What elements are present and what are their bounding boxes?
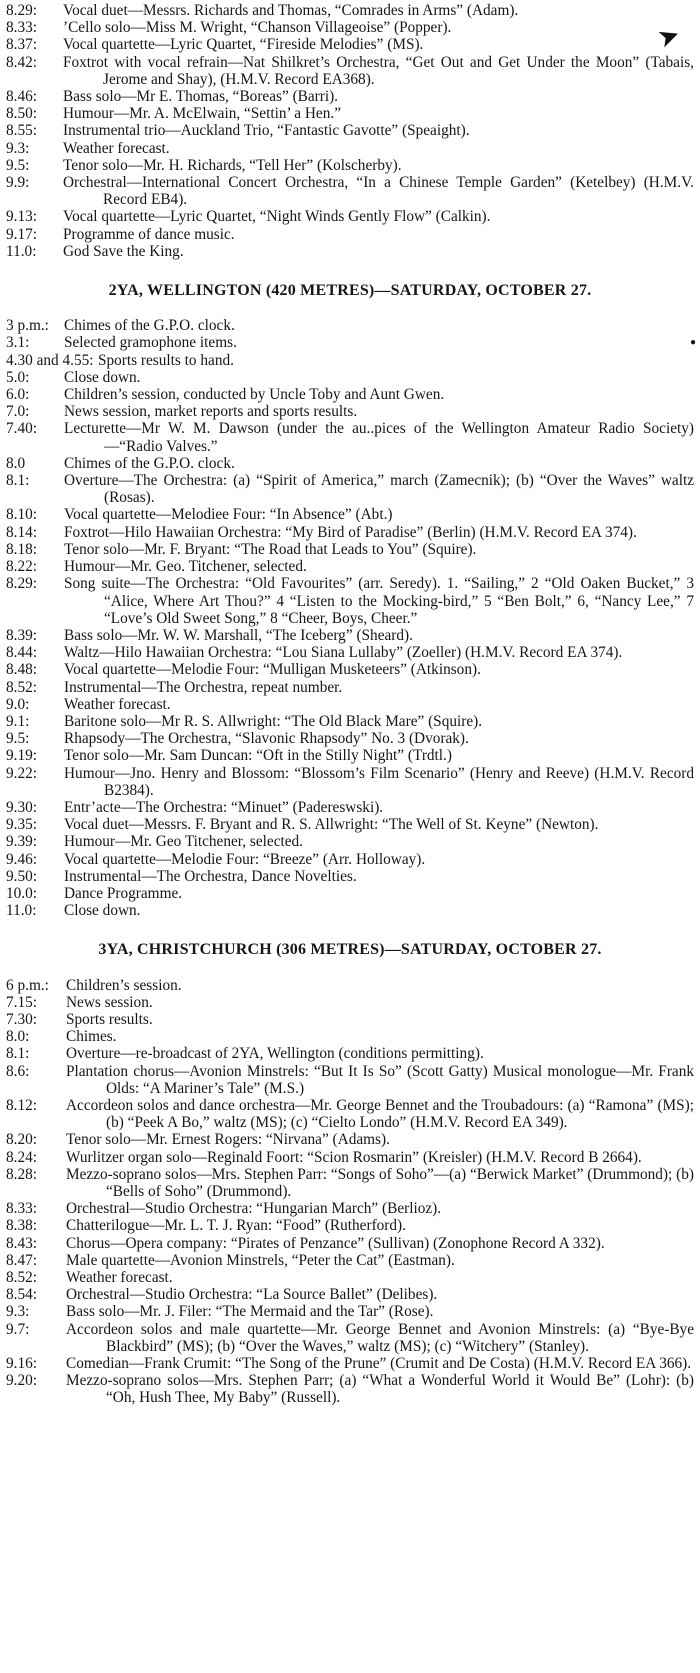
entry-time: 10.0: <box>6 884 38 902</box>
entry-text: Chorus—Opera company: “Pirates of Penzance” (Sullivan) (Zonophone Record A 332). <box>66 1234 605 1252</box>
entry-time: 9.20: <box>6 1372 38 1390</box>
entry-time: 8.52: <box>6 678 38 696</box>
programme-entry <box>6 885 694 902</box>
entry-text: Bass solo—Mr. J. Filer: “The Mermaid and the Tar” (Rose). <box>66 1303 434 1321</box>
programme-entry <box>6 36 694 53</box>
entry-time: 8.46: <box>6 88 38 106</box>
entry-text: Weather forecast. <box>64 695 171 713</box>
entry-time: 8.42: <box>6 53 38 71</box>
programme-entry <box>6 1063 694 1097</box>
entry-text: Programme of dance music. <box>63 225 235 243</box>
entry-time: 8.55: <box>6 122 38 140</box>
entry-time: 8.22: <box>6 558 38 576</box>
entry-time: 9.9: <box>6 174 30 192</box>
programme-entry <box>6 1200 694 1217</box>
programme-entry <box>6 799 694 816</box>
programme-entry <box>6 208 694 225</box>
programme-entry <box>6 2 694 19</box>
entry-text: Children’s session, conducted by Uncle Toby and Aunt Gwen. <box>64 386 445 404</box>
section-heading-3ya: 3YA, CHRISTCHURCH (306 METRES)—SATURDAY, OCTOBER 27. <box>98 941 602 959</box>
entry-text: Orchestral—Studio Orchestra: “La Source Ballet” (Delibes). <box>66 1286 438 1304</box>
programme-entry <box>6 105 694 122</box>
programme-entry <box>6 506 694 523</box>
entry-time: 8.33: <box>6 1200 38 1218</box>
programme-entry <box>6 627 694 644</box>
programme-entry <box>6 1011 694 1028</box>
programme-entry <box>6 88 694 105</box>
entry-text: Tenor solo—Mr. Sam Duncan: “Oft in the Stilly Night” (Trdtl.) <box>64 747 452 765</box>
entry-text: Vocal duet—Messrs. F. Bryant and R. S. Allwright: “The Well of St. Keyne” (Newton). <box>64 816 599 834</box>
section-heading-2ya: 2YA, WELLINGTON (420 METRES)—SATURDAY, OCTOBER 27. <box>108 282 592 300</box>
entry-text: News session. <box>66 993 153 1011</box>
entry-time: 9.0: <box>6 695 30 713</box>
programme-entry <box>6 994 694 1011</box>
entry-text: Instrumental—The Orchestra, repeat number. <box>64 678 343 696</box>
entry-time: 9.5: <box>6 156 30 174</box>
programme-entry <box>6 730 694 747</box>
programme-entry <box>6 1286 694 1303</box>
entry-time: 8.52: <box>6 1269 38 1287</box>
programme-entry <box>6 1269 694 1286</box>
programme-entry <box>6 1321 694 1355</box>
entry-text: Humour—Mr. Geo Titchener, selected. <box>64 833 303 851</box>
entry-text: Foxtrot with vocal refrain—Nat Shilkret’s Orchestra, “Get Out and Get Under the Moon” (Tabais, Jerome and Shay), (H.M.V. Record EA368). <box>63 53 694 88</box>
entry-text: God Save the King. <box>63 242 184 260</box>
entry-text: Orchestral—International Concert Orchestra, “In a Chinese Temple Garden” (Ketelbey) (H.M.V. Record EB4). <box>63 174 694 209</box>
programme-entry <box>6 524 694 541</box>
entry-time: 8.50: <box>6 105 38 123</box>
entry-text: Humour—Jno. Henry and Blossom: “Blossom’s Film Scenario” (Henry and Reeve) (H.M.V. Record B2384). <box>64 764 694 799</box>
programme-section-3ya <box>6 977 694 1407</box>
programme-entry <box>6 851 694 868</box>
entry-text: Children’s session. <box>66 976 182 994</box>
entry-time: 8.43: <box>6 1234 38 1252</box>
programme-entry <box>6 157 694 174</box>
programme-entry <box>6 19 694 36</box>
programme-section-continued <box>6 2 694 260</box>
programme-entry <box>6 334 697 352</box>
entry-time: 8.44: <box>6 644 38 662</box>
entry-text: Instrumental—The Orchestra, Dance Novelties. <box>64 867 357 885</box>
entry-text: Rhapsody—The Orchestra, “Slavonic Rhapsody” No. 3 (Dvorak). <box>64 730 469 748</box>
entry-time: 8.28: <box>6 1165 38 1183</box>
entry-time: 8.6: <box>6 1062 30 1080</box>
programme-entry <box>6 661 694 678</box>
programme-entry <box>6 403 694 420</box>
entry-text: Dance Programme. <box>64 884 183 902</box>
programme-section-2ya <box>6 317 697 920</box>
entry-text: Orchestral—Studio Orchestra: “Hungarian March” (Berlioz). <box>66 1200 442 1218</box>
programme-entry <box>6 317 694 334</box>
entry-time: 8.33: <box>6 19 38 37</box>
entry-time: 8.0 <box>6 454 26 472</box>
entry-text: Vocal quartette—Melodie Four: “Breeze” (Arr. Holloway). <box>64 850 426 868</box>
programme-entry <box>6 977 694 994</box>
entry-time: 6 p.m.: <box>6 976 49 994</box>
programme-entry <box>6 541 694 558</box>
programme-entry <box>6 902 694 919</box>
entry-text: Mezzo-soprano solos—Mrs. Stephen Parr; (a) “What a Wonderful World it Would Be” (Lohr): (b) “Oh, Hush Thee, My Baby” (Russell). <box>66 1372 694 1407</box>
entry-time: 6.0: <box>6 386 30 404</box>
entry-text: Close down. <box>64 902 141 920</box>
entry-time: 9.50: <box>6 867 38 885</box>
entry-time: 5.0: <box>6 368 30 386</box>
entry-time: 8.14: <box>6 523 38 541</box>
programme-entry <box>6 369 694 386</box>
entry-time: 7.15: <box>6 993 38 1011</box>
entry-text: Vocal duet—Messrs. Richards and Thomas, “Comrades in Arms” (Adam). <box>63 2 519 19</box>
entry-time: 9.17: <box>6 225 38 243</box>
entry-time: 8.1: <box>6 472 30 490</box>
entry-time: 9.16: <box>6 1355 38 1373</box>
entry-time: 8.29: <box>6 2 38 19</box>
programme-entry <box>6 174 694 208</box>
programme-entry <box>6 679 694 696</box>
entry-time: 9.3: <box>6 1303 30 1321</box>
programme-entry <box>6 226 694 243</box>
entry-text: Vocal quartette—Lyric Quartet, “Fireside Melodies” (MS). <box>63 36 424 54</box>
entry-time: 7.40: <box>6 420 38 438</box>
entry-text: Foxtrot—Hilo Hawaiian Orchestra: “My Bird of Paradise” (Berlin) (H.M.V. Record EA 374). <box>64 523 637 541</box>
entry-text: Accordeon solos and male quartette—Mr. George Bennet and Avonion Minstrels: (a) “Bye-Bye Blackbird” (MS); (b) “Over the Waves,” waltz (MS); (c) “Witchery” (Stanley). <box>66 1320 694 1355</box>
entry-time: 8.1: <box>6 1045 30 1063</box>
programme-entry <box>6 816 694 833</box>
entry-time: 8.47: <box>6 1251 38 1269</box>
ink-dot-decoration: ● <box>690 337 697 348</box>
entry-time: 3 p.m.: <box>6 317 49 335</box>
entry-text: Wurlitzer organ solo—Reginald Foort: “Scion Rosmarin” (Kreisler) (H.M.V. Record B 2664). <box>66 1148 642 1166</box>
entry-text: Instrumental trio—Auckland Trio, “Fantastic Gavotte” (Speaight). <box>63 122 470 140</box>
entry-text: Tenor solo—Mr. F. Bryant: “The Road that Leads to You” (Squire). <box>64 540 477 558</box>
entry-text: Song suite—The Orchestra: “Old Favourites” (arr. Seredy). 1. “Sailing,” 2 “Old Oaken Bucket,” 3 “Alice, Where Art Thou?” 4 “Listen to the Mocking-bird,” 5 “Ben Bolt,” 6, “Nancy Lee,” 7 “Love’s Old Sweet Song,” 8 “Cheer, Boys, Cheer.” <box>64 575 694 627</box>
programme-entry <box>6 1355 694 1372</box>
entry-time: 9.7: <box>6 1320 30 1338</box>
entry-time: 8.24: <box>6 1148 38 1166</box>
entry-time: 9.46: <box>6 850 38 868</box>
entry-time: 7.0: <box>6 403 30 421</box>
entry-text: Waltz—Hilo Hawaiian Orchestra: “Lou Siana Lullaby” (Zoeller) (H.M.V. Record EA 374). <box>64 644 623 662</box>
programme-entry <box>6 1235 694 1252</box>
programme-entry <box>6 696 694 713</box>
entry-text: Chatterilogue—Mr. L. T. J. Ryan: “Food” (Rutherford). <box>66 1217 406 1235</box>
entry-text: Weather forecast. <box>63 139 170 157</box>
entry-time: 4.30 and 4.55: <box>6 351 94 369</box>
entry-text: Chimes of the G.P.O. clock. <box>64 454 235 472</box>
programme-entry <box>6 765 694 799</box>
entry-text: News session, market reports and sports results. <box>64 403 358 421</box>
programme-entry <box>6 1372 694 1406</box>
entry-text: Humour—Mr. A. McElwain, “Settin’ a Hen.” <box>63 105 341 123</box>
ink-mark-decoration: ➤ <box>653 19 685 54</box>
entry-text: Vocal quartette—Melodie Four: “Mulligan Musketeers” (Atkinson). <box>64 661 481 679</box>
entry-text: Sports results. <box>66 1010 153 1028</box>
programme-entry <box>6 1217 694 1234</box>
entry-text: ’Cello solo—Miss M. Wright, “Chanson Villageoise” (Popper). <box>63 19 452 37</box>
entry-text: Overture—The Orchestra: (a) “Spirit of America,” march (Zamecnik); (b) “Over the Waves” waltz (Rosas). <box>64 472 694 507</box>
entry-time: 8.20: <box>6 1131 38 1149</box>
programme-entry <box>6 1166 694 1200</box>
entry-text: Male quartette—Avonion Minstrels, “Peter the Cat” (Eastman). <box>66 1251 455 1269</box>
entry-text: Close down. <box>64 368 141 386</box>
programme-entry <box>6 243 694 260</box>
entry-time: 9.1: <box>6 712 30 730</box>
entry-time: 11.0: <box>6 242 37 260</box>
entry-time: 3.1: <box>6 334 30 352</box>
entry-text: Lecturette—Mr W. M. Dawson (under the au..pices of the Wellington Amateur Radio Society)—“Radio Valves.” <box>64 420 694 455</box>
entry-text: Bass solo—Mr E. Thomas, “Boreas” (Barri). <box>63 88 339 106</box>
programme-entry <box>6 1028 694 1045</box>
entry-text: Humour—Mr. Geo. Titchener, selected. <box>64 558 307 576</box>
programme-entry <box>6 1097 694 1131</box>
entry-time: 8.12: <box>6 1096 38 1114</box>
entry-time: 9.39: <box>6 833 38 851</box>
entry-time: 8.48: <box>6 661 38 679</box>
entry-text: Baritone solo—Mr R. S. Allwright: “The Old Black Mare” (Squire). <box>64 712 483 730</box>
programme-entry <box>6 386 694 403</box>
entry-time: 8.18: <box>6 540 38 558</box>
entry-text: Accordeon solos and dance orchestra—Mr. George Bennet and the Troubadours: (a) “Ramona” (MS); (b) “Peek A Bo,” waltz (MS); (c) “Cielto Londo” (H.M.V. Record EA 349). <box>66 1096 694 1132</box>
programme-entry <box>6 868 694 885</box>
entry-time: 8.10: <box>6 506 38 524</box>
entry-time: 9.35: <box>6 816 38 834</box>
entry-time: 7.30: <box>6 1010 38 1028</box>
programme-entry <box>6 1131 694 1148</box>
entry-time: 9.13: <box>6 208 38 226</box>
entry-time: 9.22: <box>6 764 38 782</box>
entry-text: Selected gramophone items. <box>64 334 237 352</box>
programme-entry <box>6 713 694 730</box>
entry-text: Vocal quartette—Lyric Quartet, “Night Winds Gently Flow” (Calkin). <box>63 208 491 226</box>
programme-entry <box>6 352 694 369</box>
entry-time: 9.5: <box>6 730 30 748</box>
entry-text: Tenor solo—Mr. Ernest Rogers: “Nirvana” (Adams). <box>66 1131 390 1149</box>
programme-entry <box>6 455 694 472</box>
entry-text: Overture—re-broadcast of 2YA, Wellington (conditions permitting). <box>66 1045 484 1063</box>
entry-text: Chimes of the G.P.O. clock. <box>64 317 235 335</box>
programme-entry <box>6 472 694 506</box>
entry-text: Comedian—Frank Crumit: “The Song of the Prune” (Crumit and De Costa) (H.M.V. Record EA 366). <box>66 1355 692 1373</box>
entry-text: Tenor solo—Mr. H. Richards, “Tell Her” (Kolscherby). <box>63 156 402 174</box>
entry-time: 8.38: <box>6 1217 38 1235</box>
programme-entry <box>6 747 694 764</box>
entry-time: 8.54: <box>6 1286 38 1304</box>
programme-entry <box>6 833 694 850</box>
entry-time: 8.29: <box>6 575 38 593</box>
entry-text: Sports results to hand. <box>98 351 234 369</box>
entry-text: Bass solo—Mr. W. W. Marshall, “The Iceberg” (Sheard). <box>64 626 413 644</box>
programme-entry <box>6 644 694 661</box>
entry-text: Weather forecast. <box>66 1269 173 1287</box>
entry-text: Chimes. <box>66 1028 117 1046</box>
entry-time: 9.3: <box>6 139 30 157</box>
entry-time: 9.30: <box>6 798 38 816</box>
entry-time: 8.0: <box>6 1028 30 1046</box>
programme-entry <box>6 54 694 88</box>
entry-time: 8.37: <box>6 36 38 54</box>
programme-entry <box>6 420 694 454</box>
programme-entry <box>6 575 694 627</box>
programme-entry <box>6 1252 694 1269</box>
entry-time: 9.19: <box>6 747 38 765</box>
entry-text: Mezzo-soprano solos—Mrs. Stephen Parr: “Songs of Soho”—(a) “Berwick Market” (Drummond); (b) “Bells of Soho” (Drummond). <box>66 1165 694 1200</box>
entry-time: 8.39: <box>6 626 38 644</box>
programme-entry <box>6 558 694 575</box>
programme-entry <box>6 140 694 157</box>
programme-entry <box>6 1149 694 1166</box>
entry-text: Plantation chorus—Avonion Minstrels: “But It Is So” (Scott Gatty) Musical monologue—Mr. Frank Olds: “A Mariner’s Tale” (M.S.) <box>66 1062 694 1097</box>
programme-entry <box>6 1045 694 1062</box>
programme-entry <box>6 1303 694 1320</box>
entry-time: 11.0: <box>6 902 37 920</box>
entry-text: Entr’acte—The Orchestra: “Minuet” (Padereswski). <box>64 798 384 816</box>
entry-text: Vocal quartette—Melodiee Four: “In Absence” (Abt.) <box>64 506 393 524</box>
programme-entry <box>6 122 694 139</box>
